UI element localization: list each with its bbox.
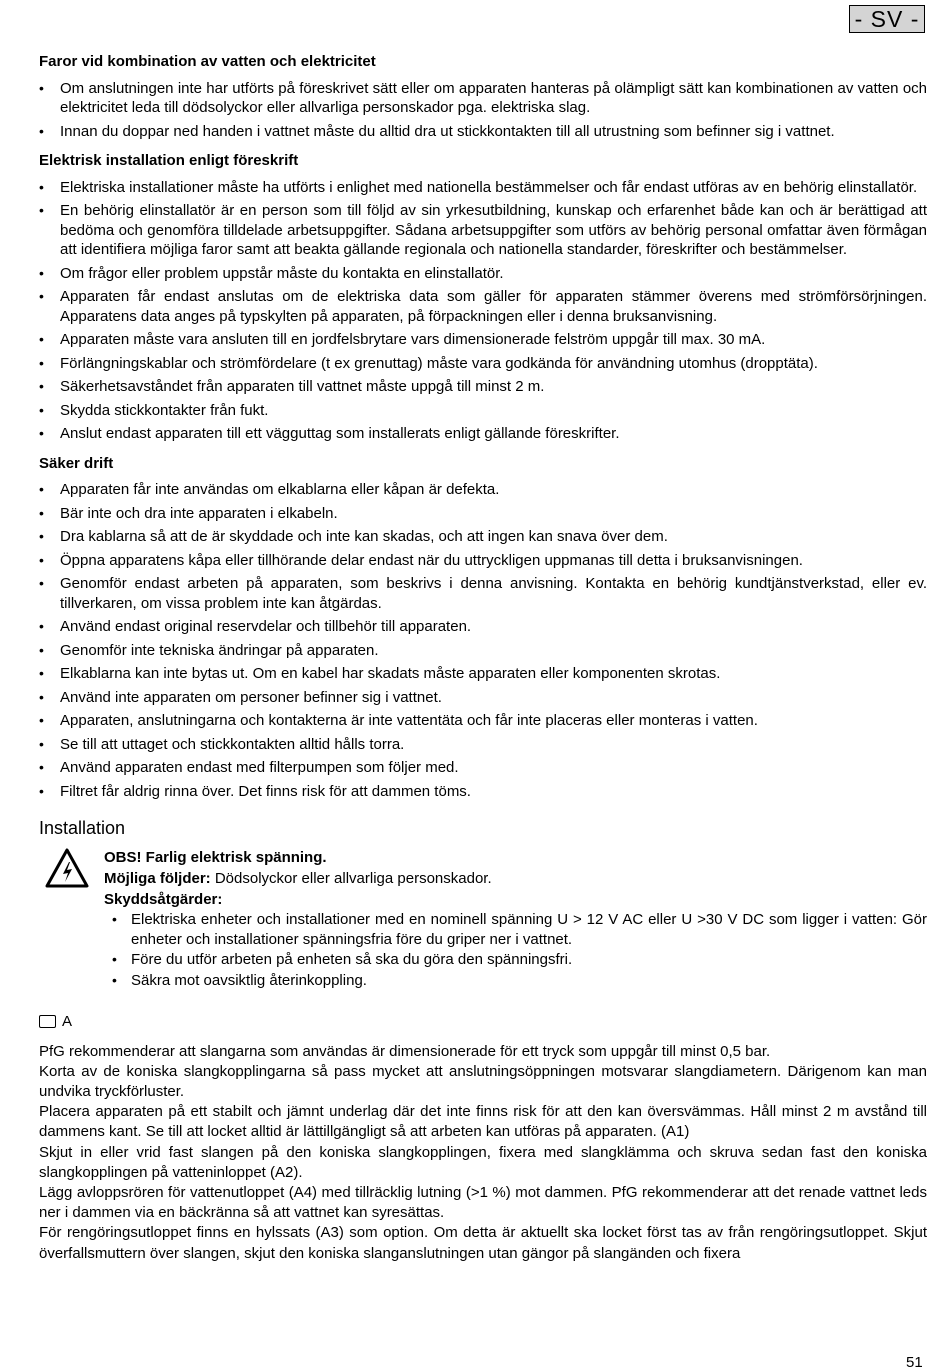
section-electrical-installation [39,151,927,444]
bullet-list [39,178,927,444]
list-item: • Förlängningskablar och strömfördelare (t ex grenuttag) måste vara godkända för användning utomhus (dropptäta). [39,354,927,374]
list-item: • Öppna apparatens kåpa eller tillhörande delar endast när du uttryckligen uppmanas till detta i bruksanvisningen. [39,551,927,571]
figure-icon [39,1015,56,1028]
paragraph: Lägg avloppsrören för vattenutloppet (A4) med tillräcklig lutning (>1 %) mot dammen. PfG rekommenderar att det renade vattnet leds ner i dammen via en bäckränna så att vattnet kan syresättas. [39,1183,927,1222]
list-item: • Anslut endast apparaten till ett vägguttag som installerats enligt gällande föreskrifter. [39,424,927,444]
section-heading: Faror vid kombination av vatten och elektricitet [39,53,376,70]
bullet-list [39,480,927,801]
list-item: • Elektriska installationer måste ha utförts i enlighet med nationella bestämmelser och får endast utföras av en behörig elinstallatör. [39,178,927,198]
list-item: • Innan du doppar ned handen i vattnet måste du alltid dra ut stickkontakten till all utrustning som befinner sig i vattnet. [39,122,927,142]
figure-label: A [62,1013,73,1030]
page-number: 51 [906,1354,923,1371]
warning-consequences [104,868,927,889]
list-item: • Filtret får aldrig rinna över. Det finns risk för att dammen töms. [39,782,927,802]
list-item: • Genomför endast arbeten på apparaten, som beskrivs i denna anvisning. Kontakta en behörig kundtjänstverkstad, eller ev. tillverkaren, om vissa problem inte kan åtgärdas. [39,574,927,613]
list-item: • Elkablarna kan inte bytas ut. Om en kabel har skadats måste apparaten eller komponenten skrotas. [39,664,927,684]
language-tag: - SV - [849,5,925,33]
section-water-electricity [39,52,927,141]
page-content [39,52,927,1264]
paragraph: PfG rekommenderar att slangarna som användas är dimensionerade för ett tryck som uppgår till minst 0,5 bar. [39,1042,771,1060]
section-safe-operation [39,454,927,802]
list-item: • Apparaten, anslutningarna och kontakterna är inte vattentäta och får inte placeras eller monteras i vatten. [39,711,927,731]
list-item: • Elektriska enheter och installationer med en nominell spänning U > 12 V AC eller U >30 V DC som ligger i vatten: Gör enheter och installationer spänningsfria före du griper ner i vattnet. [104,910,927,949]
paragraph: För rengöringsutloppet finns en hylssats (A3) som option. Om detta är aktuellt ska locket först tas av från rengöringsutloppet. Skjut överfallsmuttern över slangen, skjut den koniska slanganslutningen utan gängor på slangänden och fixera [39,1224,927,1262]
paragraph: Korta av de koniska slangkopplingarna så pass mycket att anslutningsöppningen motsvarar slangdiametern. Därigenom kan man undvika tryckförluster. [39,1062,927,1100]
list-item: • Före du utför arbeten på enheten så ska du göra den spänningsfri. [104,950,927,970]
consequence-text: Dödsolyckor eller allvarliga personskador. [210,870,492,887]
figure-reference [39,1012,927,1032]
list-item: • Apparaten måste vara ansluten till en jordfelsbrytare vars dimensionerade felström uppgår till max. 30 mA. [39,330,927,350]
electrical-hazard-icon [44,847,90,889]
list-item: • Bär inte och dra inte apparaten i elkabeln. [39,504,927,524]
list-item: • Apparaten får inte användas om elkablarna eller kåpan är defekta. [39,480,927,500]
measures-list [104,910,927,990]
paragraph: Placera apparaten på ett stabilt och jämnt underlag där det inte finns risk för att den kan översvämmas. Håll minst 2 m avstånd till dammens kant. Se till att locket alltid är lättillgängligt så att arbeten kan utföras på apparaten. (A1) [39,1103,927,1141]
list-item: • Genomför inte tekniska ändringar på apparaten. [39,641,927,661]
list-item: • En behörig elinstallatör är en person som till följd av sin yrkesutbildning, kunskap och erfarenhet både kan och är berättigad att bedöma och genomföra tilldelade arbetsuppgifter. Sådana arbetsuppgifter som utförs av behörig personal omfattar även förmågan att identifiera möjliga faror samt att beakta gällande regionala och nationella standarder, föreskrifter och bestämmelser. [39,201,927,260]
warning-title: OBS! Farlig elektrisk spänning. [104,849,327,866]
bullet-list [39,79,927,142]
paragraph: Skjut in eller vrid fast slangen på den koniska slangkopplingen, fixera med slangklämma och skruva sedan fast den koniska slangkopplingen på vatteninloppet (A2). [39,1143,927,1181]
warning-block [39,847,927,990]
section-heading: Elektrisk installation enligt föreskrift [39,152,299,169]
consequence-label: Möjliga följder: [104,870,211,887]
measures-label: Skyddsåtgärder: [104,891,223,908]
section-heading: Säker drift [39,454,114,472]
list-item: • Använd apparaten endast med filterpumpen som följer med. [39,758,927,778]
list-item: • Säkra mot oavsiktlig återinkoppling. [104,971,927,991]
list-item: • Se till att uttaget och stickkontakten alltid hålls torra. [39,735,927,755]
list-item: • Säkerhetsavståndet från apparaten till vattnet måste uppgå till minst 2 m. [39,377,927,397]
list-item: • Använd inte apparaten om personer befinner sig i vattnet. [39,688,927,708]
list-item: • Om anslutningen inte har utförts på föreskrivet sätt eller om apparaten hanteras på olämpligt sätt kan kombinationen av vatten och elektricitet leda till dödsolyckor eller allvarliga personskador pga. elektriska slag. [39,79,927,118]
list-item: • Skydda stickkontakter från fukt. [39,401,927,421]
list-item: • Dra kablarna så att de är skyddade och inte kan skadas, och att ingen kan snava över dem. [39,527,927,547]
installation-heading: Installation [39,818,126,838]
installation-text [39,1042,927,1264]
list-item: • Använd endast original reservdelar och tillbehör till apparaten. [39,617,927,637]
list-item: • Apparaten får endast anslutas om de elektriska data som gäller för apparaten stämmer överens med strömförsörjningen. Apparatens data anges på typskylten på apparaten, på förpackningen eller i denna bruksanvisning. [39,287,927,326]
list-item: • Om frågor eller problem uppstår måste du kontakta en elinstallatör. [39,264,927,284]
